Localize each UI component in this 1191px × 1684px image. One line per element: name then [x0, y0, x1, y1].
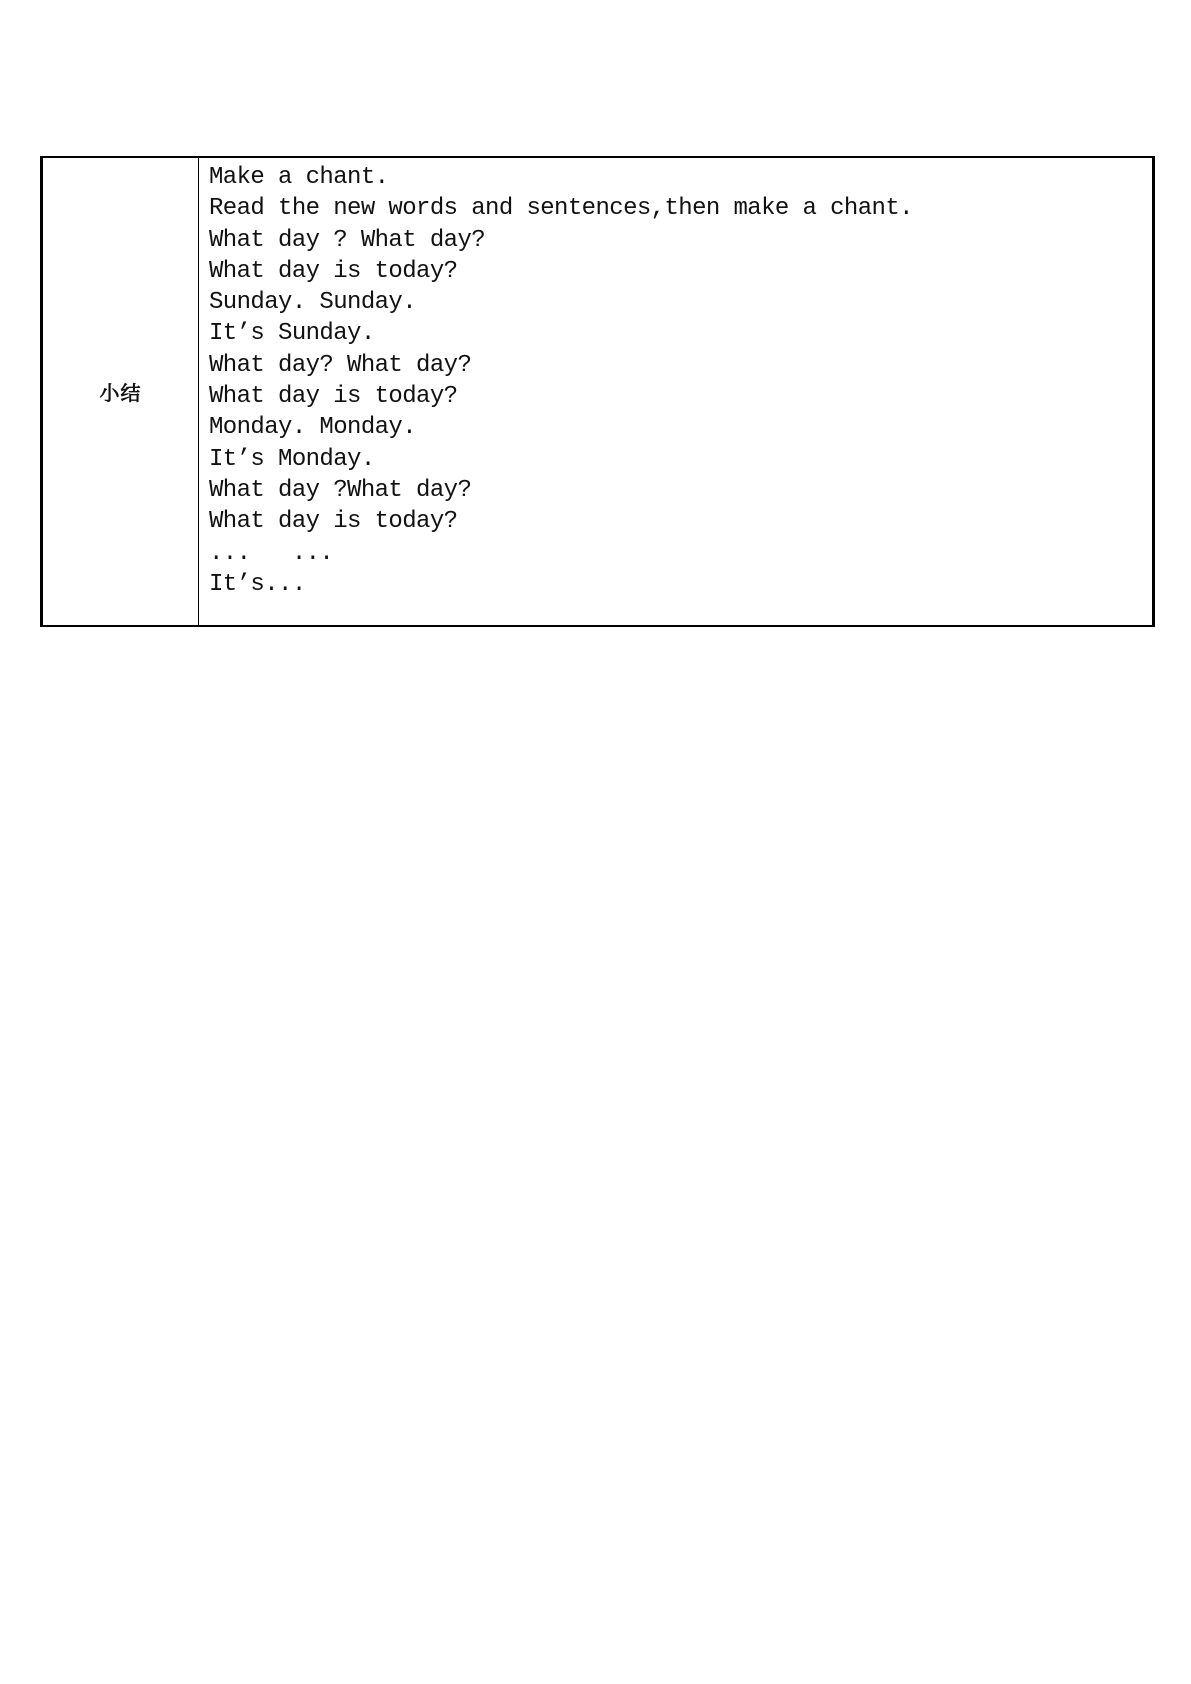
content-line: What day is today?	[209, 257, 458, 285]
chant-content-cell	[199, 157, 1154, 626]
content-line: Monday. Monday.	[209, 414, 417, 442]
content-line: ... ...	[209, 539, 334, 567]
content-line: Sunday. Sunday.	[209, 289, 417, 317]
content-line: It’s Monday.	[209, 445, 375, 473]
content-line: What day is today?	[209, 508, 458, 536]
content-line: It’s Sunday.	[209, 320, 375, 348]
content-line: What day ? What day?	[209, 226, 486, 254]
section-label: 小结	[99, 381, 142, 405]
content-line: What day is today?	[209, 383, 458, 411]
content-line: It’s...	[209, 570, 306, 598]
section-label-cell	[42, 157, 199, 626]
content-line: What day ?What day?	[209, 476, 472, 504]
content-line: Read the new words and sentences,then make a chant.	[209, 195, 913, 223]
summary-table	[40, 156, 1155, 627]
content-line: What day? What day?	[209, 351, 472, 379]
content-line: Make a chant.	[209, 164, 389, 191]
table-row	[42, 157, 1154, 626]
